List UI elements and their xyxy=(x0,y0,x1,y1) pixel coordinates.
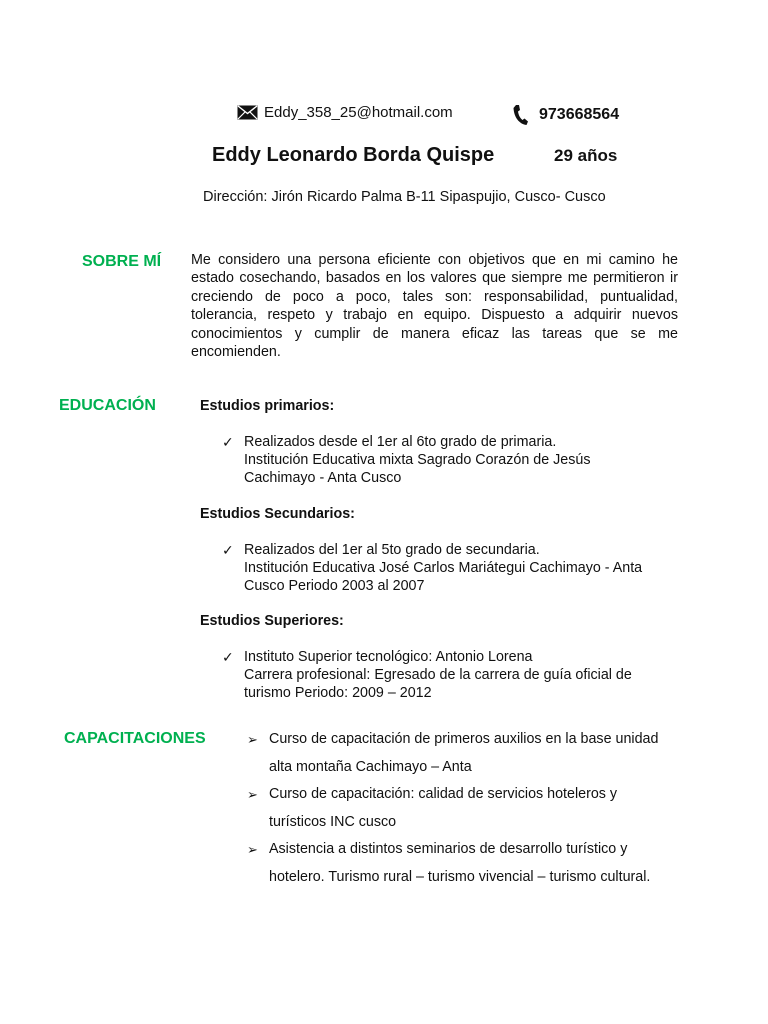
envelope-icon xyxy=(237,105,258,120)
education-line: Cachimayo - Anta Cusco xyxy=(244,470,402,486)
about-text: Me considero una persona eficiente con objetivos que en mi camino he estado cosechando, basados en los valores que siempre me permitieron ir creciendo de poco a poco, tales son: responsabilidad, puntualidad, tolerancia, respeto y trabajo en equipo. Dispuesto a adquirir nuevos conocimientos y cumplir de manera eficaz las tareas que se me encomienden. xyxy=(191,252,678,361)
education-line: Institución Educativa José Carlos Mariátegui Cachimayo - Anta xyxy=(244,560,643,576)
education-section-title: EDUCACIÓN xyxy=(59,397,156,414)
training-list xyxy=(247,726,687,891)
about-section-title: SOBRE MÍ xyxy=(82,253,162,270)
training-line: hotelero. Turismo rural – turismo vivencial – turismo cultural. xyxy=(269,868,651,885)
list-item xyxy=(247,836,687,891)
training-line: turísticos INC cusco xyxy=(269,813,397,830)
training-line: alta montaña Cachimayo – Anta xyxy=(269,758,472,775)
checkmark-icon: ✓ xyxy=(222,649,234,665)
arrow-bullet-icon: ➢ xyxy=(247,842,258,857)
training-line: Asistencia a distintos seminarios de desarrollo turístico y xyxy=(269,841,628,857)
education-item-primary xyxy=(222,433,591,487)
address: Dirección: Jirón Ricardo Palma B-11 Sipaspujio, Cusco- Cusco xyxy=(203,189,606,205)
training-section-title: CAPACITACIONES xyxy=(64,730,206,747)
education-line: Carrera profesional: Egresado de la carrera de guía oficial de xyxy=(244,667,632,683)
list-item xyxy=(247,781,687,836)
list-item xyxy=(247,726,687,781)
education-heading-secondary: Estudios Secundarios: xyxy=(200,506,355,522)
education-line: Realizados del 1er al 5to grado de secundaria. xyxy=(244,542,540,558)
phone-icon xyxy=(512,104,529,126)
email-address[interactable]: Eddy_358_25@hotmail.com xyxy=(264,104,453,121)
checkmark-icon: ✓ xyxy=(222,434,234,450)
arrow-bullet-icon: ➢ xyxy=(247,732,258,747)
phone-contact xyxy=(512,104,619,126)
education-item-higher xyxy=(222,648,632,702)
checkmark-icon: ✓ xyxy=(222,542,234,558)
email-contact xyxy=(237,104,453,121)
full-name: Eddy Leonardo Borda Quispe xyxy=(212,144,495,166)
education-line: Institución Educativa mixta Sagrado Corazón de Jesús xyxy=(244,452,591,468)
education-line: Realizados desde el 1er al 6to grado de primaria. xyxy=(244,434,557,450)
education-item-secondary xyxy=(222,541,642,595)
age: 29 años xyxy=(554,146,618,165)
education-heading-primary: Estudios primarios: xyxy=(200,398,335,414)
arrow-bullet-icon: ➢ xyxy=(247,787,258,802)
education-line: Instituto Superior tecnológico: Antonio Lorena xyxy=(244,649,533,665)
training-line: Curso de capacitación: calidad de servicios hoteleros y xyxy=(269,786,618,802)
education-heading-higher: Estudios Superiores: xyxy=(200,613,344,629)
education-line: Cusco Periodo 2003 al 2007 xyxy=(244,578,425,594)
phone-number[interactable]: 973668564 xyxy=(539,106,620,123)
education-line: turismo Periodo: 2009 – 2012 xyxy=(244,685,432,701)
training-line: Curso de capacitación de primeros auxilios en la base unidad xyxy=(269,731,659,747)
